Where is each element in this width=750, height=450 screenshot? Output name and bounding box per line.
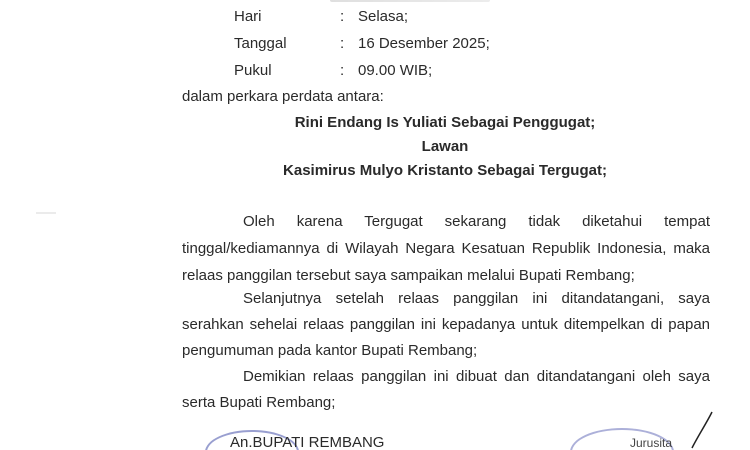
detail-value: 16 Desember 2025;: [358, 35, 490, 52]
detail-value: 09.00 WIB;: [358, 62, 433, 79]
detail-colon: :: [340, 62, 345, 79]
plaintiff-line: Rini Endang Is Yuliati Sebagai Penggugat;: [294, 114, 596, 131]
paragraph-3-line-2: serta Bupati Rembang;: [182, 394, 336, 411]
signature-title-right: Jurusita: [630, 436, 673, 450]
intro-text: dalam perkara perdata antara:: [182, 88, 384, 105]
defendant-line: Kasimirus Mulyo Kristanto Sebagai Tergugat;: [283, 162, 607, 179]
versus-line: Lawan: [421, 138, 469, 155]
paragraph-1-line-2: tinggal/kediamannya di Wilayah Negara Kesatuan Republik Indonesia, maka: [182, 240, 710, 257]
detail-colon: :: [340, 8, 345, 25]
detail-label: Tanggal: [234, 35, 287, 52]
signature-title-left: An.BUPATI REMBANG: [230, 434, 385, 450]
paragraph-2-line-3: pengumuman pada kantor Bupati Rembang;: [182, 342, 478, 359]
detail-colon: :: [340, 35, 345, 52]
paragraph-1-line-1: Oleh karena Tergugat sekarang tidak diketahui tempat: [243, 213, 710, 230]
detail-label: Hari: [234, 8, 262, 25]
paragraph-2-line-2: serahkan sehelai relaas panggilan ini kepadanya untuk ditempelkan di papan: [182, 316, 710, 333]
scan-mark: [36, 212, 56, 214]
paragraph-1-line-3: relaas panggilan tersebut saya sampaikan melalui Bupati Rembang;: [182, 267, 635, 284]
cropped-text-fragment: [330, 0, 490, 2]
detail-value: Selasa;: [358, 8, 409, 25]
paragraph-2-line-1: Selanjutnya setelah relaas panggilan ini ditandatangani, saya: [243, 290, 710, 307]
detail-label: Pukul: [234, 62, 272, 79]
paragraph-3-line-1: Demikian relaas panggilan ini dibuat dan ditandatangani oleh saya: [243, 368, 710, 385]
signature-stroke: [688, 410, 718, 450]
